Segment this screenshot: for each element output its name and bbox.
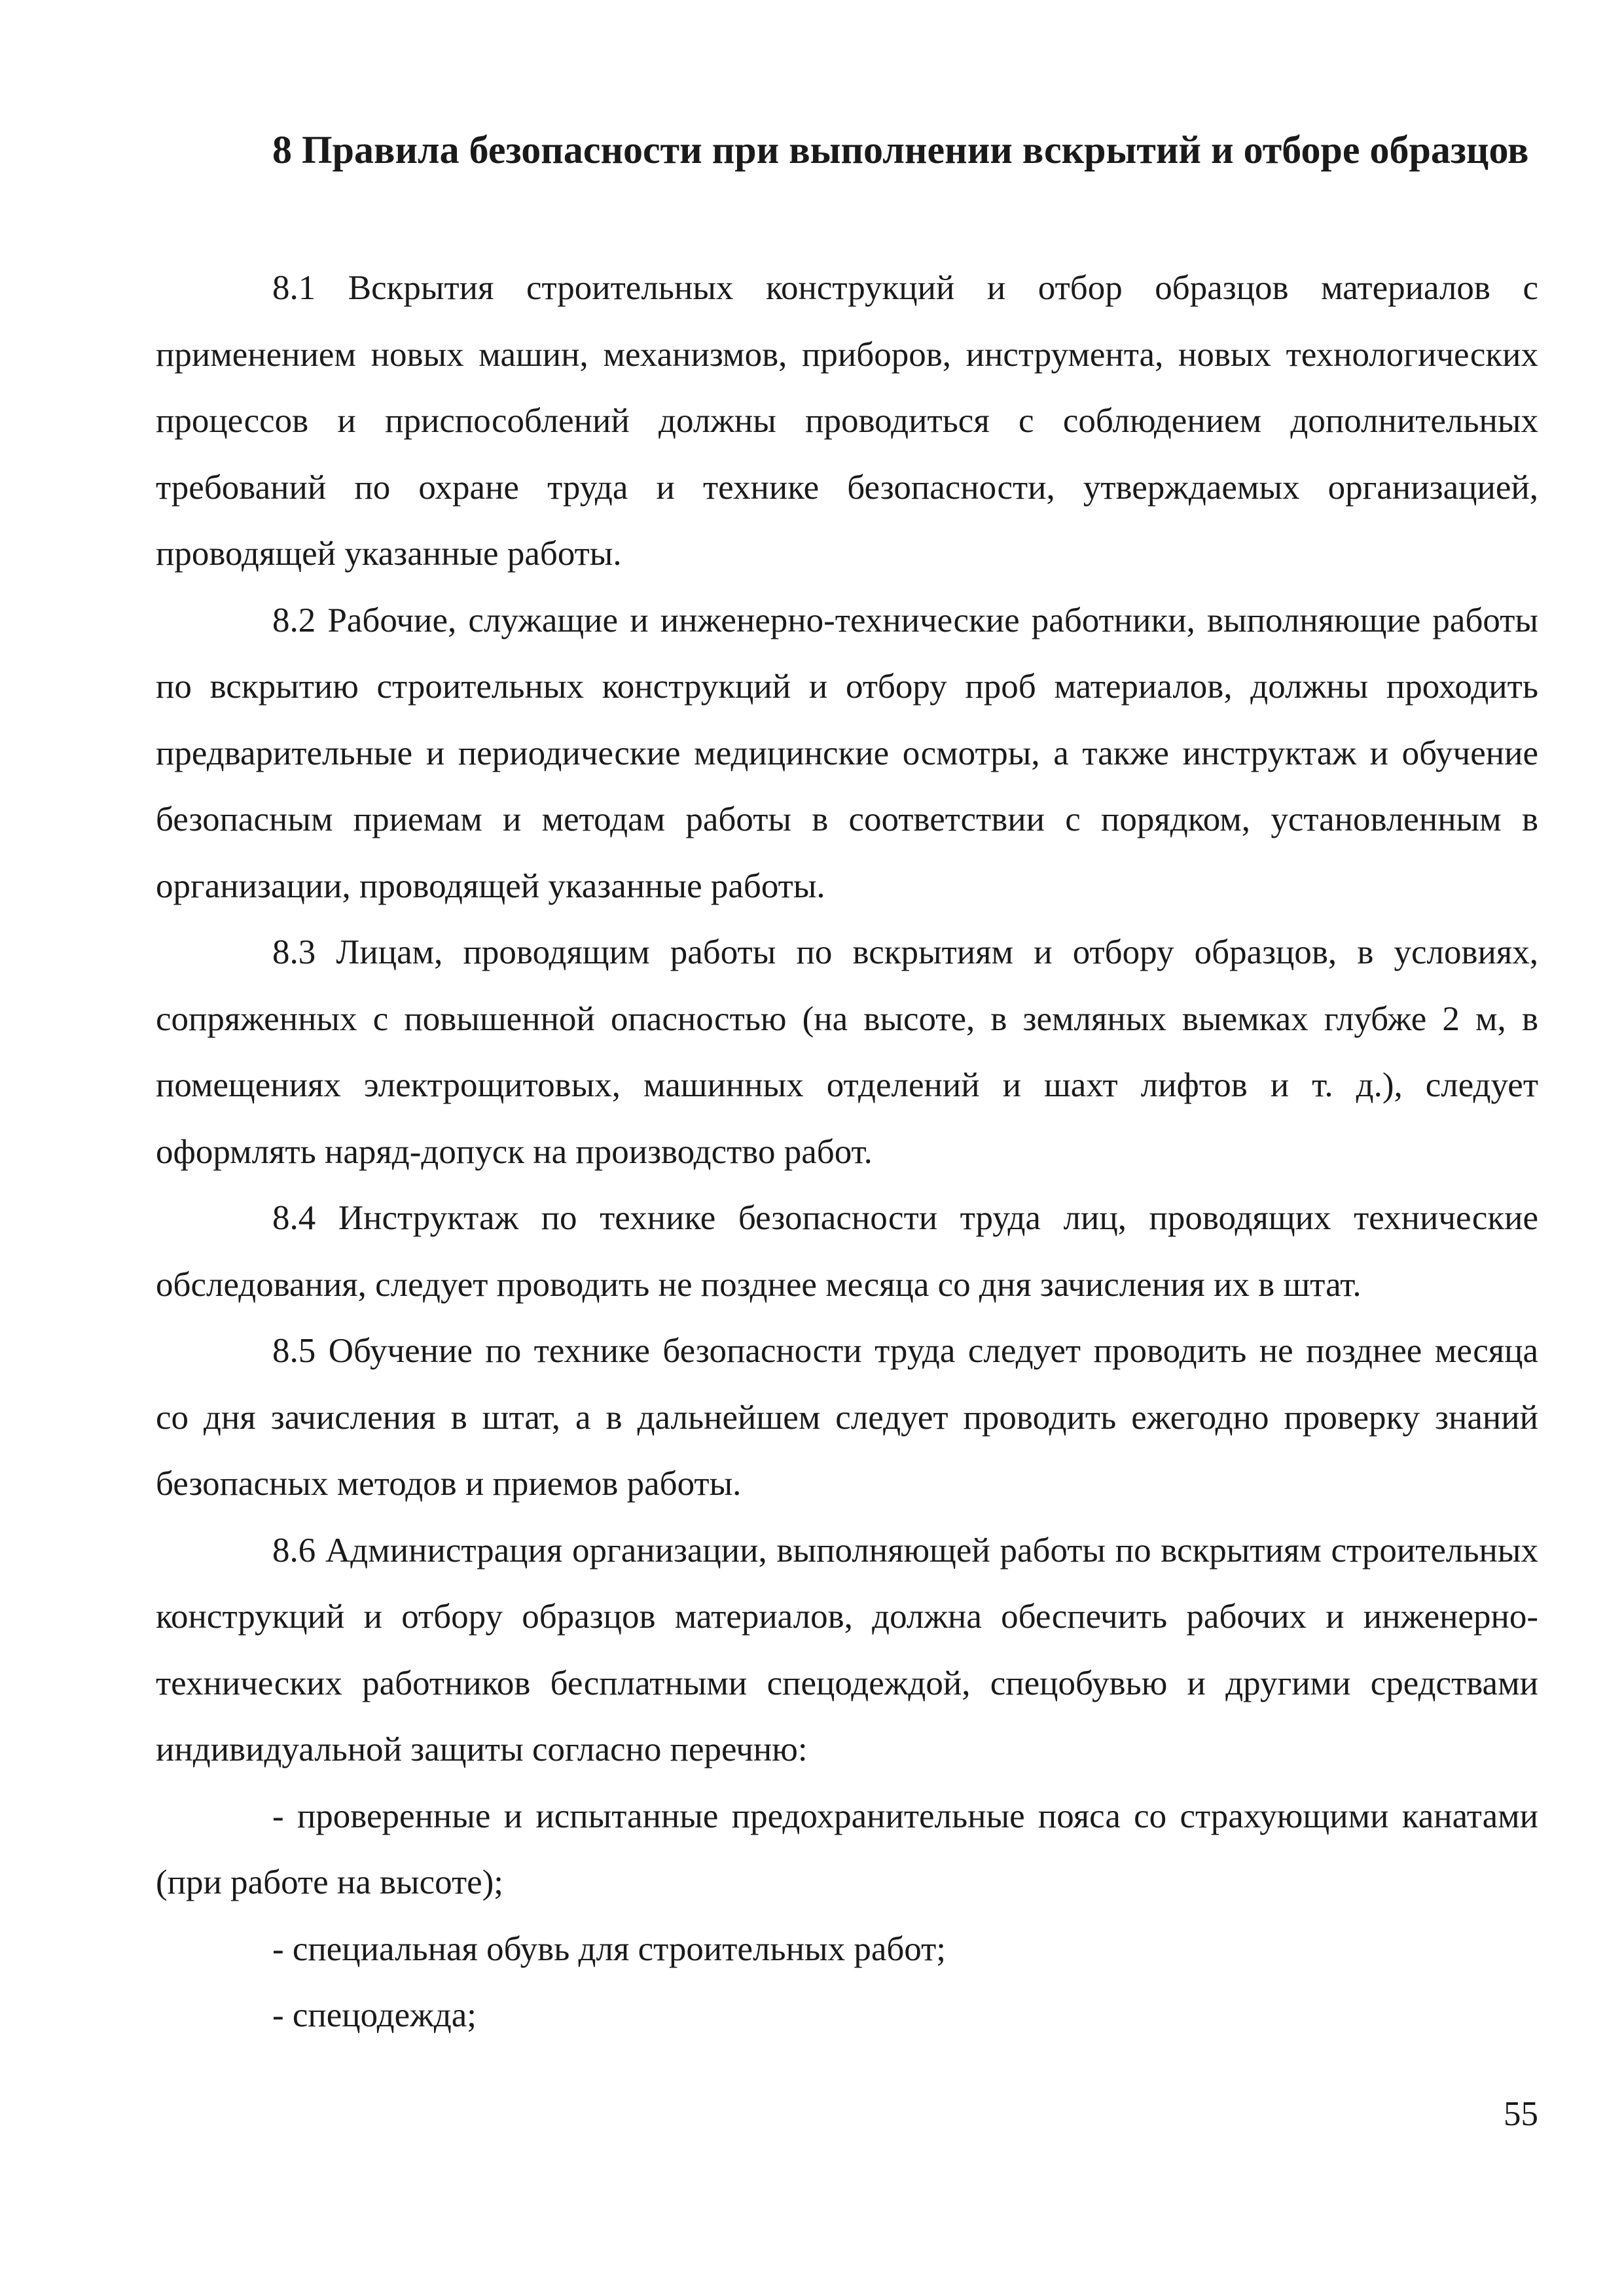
page-content xyxy=(156,117,1538,2049)
paragraph-8-3: 8.3 Лицам, проводящим работы по вскрытиям и отбору образцов, в условиях, сопряженных с повышенной опасностью (на высоте, в земляных выемках глубже 2 м, в помещениях электрощитовых, машинных отделений и шахт лифтов и т. д.), следует оформлять наряд-допуск на производство работ. xyxy=(156,933,1538,1171)
page-number: 55 xyxy=(1504,2095,1538,2133)
list-item-safety-belts: - проверенные и испытанные предохранительные пояса со страхующими канатами (при работе на высоте); xyxy=(156,1797,1538,1901)
section-heading: 8 Правила безопасности при выполнении вскрытий и отборе образцов xyxy=(272,128,1529,171)
paragraph-8-1: 8.1 Вскрытия строительных конструкций и отбор образцов материалов с применением новых машин, механизмов, приборов, инструмента, новых технологических процессов и приспособлений должны проводиться с соблюдением дополнительных требований по охране труда и технике безопасности, утверждаемых организацией, проводящей указанные работы. xyxy=(156,269,1538,573)
paragraph-8-6: 8.6 Администрация организации, выполняющей работы по вскрытиям строительных конструкций и отбору образцов материалов, должна обеспечить рабочих и инженерно-технических работников бесплатными спецодеждой, спецобувью и другими средствами индивидуальной защиты согласно перечню: xyxy=(156,1531,1538,1768)
paragraph-8-2: 8.2 Рабочие, служащие и инженерно-технические работники, выполняющие работы по вскрытию строительных конструкций и отбору проб материалов, должны проходить предварительные и периодические медицинские осмотры, а также инструктаж и обучение безопасным приемам и методам работы в соответствии с порядком, установленным в организации, проводящей указанные работы. xyxy=(156,601,1538,905)
paragraph-8-4: 8.4 Инструктаж по технике безопасности труда лиц, проводящих технические обследования, следует проводить не позднее месяца со дня зачисления их в штат. xyxy=(156,1199,1538,1304)
list-item-special-footwear: - специальная обувь для строительных работ; xyxy=(272,1929,946,1968)
paragraph-8-5: 8.5 Обучение по технике безопасности труда следует проводить не позднее месяца со дня зачисления в штат, а в дальнейшем следует проводить ежегодно проверку знаний безопасных методов и приемов работы. xyxy=(156,1332,1538,1503)
list-item-workwear: - спецодежда; xyxy=(272,1996,477,2034)
body-text xyxy=(156,255,1538,2049)
